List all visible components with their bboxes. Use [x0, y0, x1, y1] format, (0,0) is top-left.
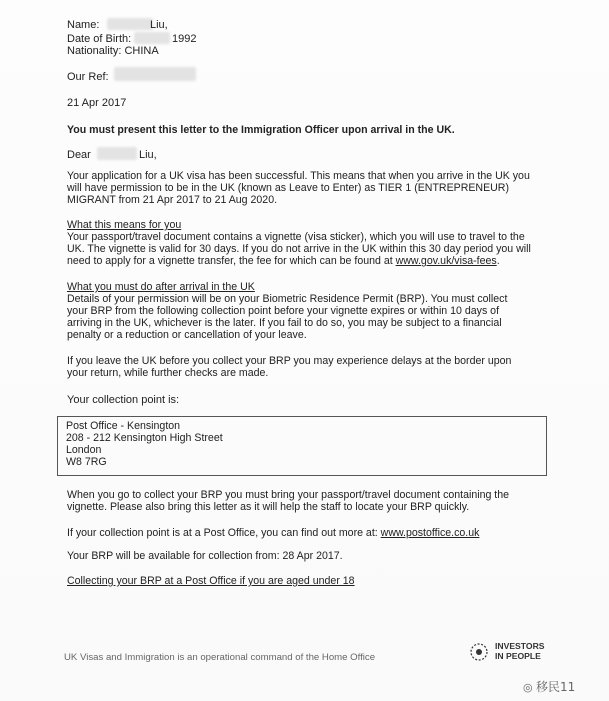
dob-label: Date of Birth:	[67, 33, 132, 45]
wechat-icon: ◎	[523, 682, 533, 694]
postoffice-link[interactable]: www.postoffice.co.uk	[380, 527, 480, 539]
section-line: Your passport/travel document contains a vignette (visa sticker), which you will use to travel to the	[67, 231, 525, 243]
leave-paragraph	[67, 355, 567, 379]
collection-label: Your collection point is:	[67, 394, 180, 406]
investors-in-people-logo	[466, 641, 492, 668]
bring-paragraph	[67, 489, 567, 513]
address-line: W8 7RG	[66, 456, 107, 468]
post-office-text: If your collection point is at a Post Office, you can find out more at:	[67, 527, 381, 539]
bring-line: vignette. Please also bring this letter as it will help the staff to locate your BRP quickly.	[67, 501, 470, 513]
intro-line: Your application for a UK visa has been successful. This means that when you arrive in the UK you	[67, 170, 530, 182]
address-line: 208 - 212 Kensington High Street	[66, 432, 223, 444]
intro-line: MIGRANT from 21 Apr 2017 to 21 Aug 2020.	[67, 194, 278, 206]
section-line: Details of your permission will be on your Biometric Residence Permit (BRP). You must collect	[67, 293, 508, 305]
visa-fees-link[interactable]: www.gov.uk/visa-fees	[395, 255, 497, 267]
section-what-this-means	[67, 219, 567, 267]
bring-line: When you go to collect your BRP you must bring your passport/travel document containing the	[67, 489, 510, 501]
redacted-greeting-name	[97, 147, 137, 160]
letter-date: 21 Apr 2017	[67, 97, 127, 109]
section-line: penalty or a reduction or cancellation of your leave.	[67, 329, 307, 341]
footer-text: UK Visas and Immigration is an operational command of the Home Office	[64, 652, 376, 663]
section-line: your BRP from the following collection point before your vignette expires or within 10 days of	[67, 305, 500, 317]
leave-line: If you leave the UK before you collect your BRP you may experience delays at the border upon	[67, 355, 512, 367]
intro-line: will have permission to be in the UK (known as Leave to Enter) as TIER 1 (ENTREPRENEUR)	[67, 182, 509, 194]
address-line: Post Office - Kensington	[66, 420, 181, 432]
watermark	[523, 678, 575, 695]
dob-value: 1992	[172, 33, 197, 45]
watermark-text: 移民11	[535, 680, 576, 694]
arrival-notice: You must present this letter to the Immigration Officer upon arrival in the UK.	[67, 124, 455, 136]
name-value: Liu,	[150, 19, 168, 31]
section-after-arrival	[67, 281, 567, 341]
brp-available: Your BRP will be available for collection from: 28 Apr 2017.	[67, 550, 343, 562]
greeting-name: Liu,	[139, 149, 157, 161]
logo-line: IN PEOPLE	[495, 651, 541, 661]
section-heading: What this means for you	[67, 219, 182, 231]
nationality: Nationality: CHINA	[67, 45, 159, 57]
period: .	[496, 255, 500, 267]
redacted-dob	[134, 32, 170, 44]
address-line: London	[66, 444, 102, 456]
investors-logo-icon	[466, 641, 492, 663]
collection-address	[66, 420, 566, 468]
section-line: UK. The vignette is valid for 30 days. If you do not arrive in the UK within this 30 day period you will	[67, 243, 531, 255]
section-heading: What you must do after arrival in the UK	[67, 281, 255, 293]
redacted-ref	[114, 67, 196, 81]
section-line: arriving in the UK, whichever is the later. If you fail to do so, you may be subject to a financial	[67, 317, 502, 329]
greeting-dear: Dear	[67, 149, 91, 161]
investors-logo-text	[495, 641, 545, 661]
logo-line: INVESTORS	[495, 641, 545, 651]
under-18-link[interactable]: Collecting your BRP at a Post Office if you are aged under 18	[67, 575, 355, 587]
redacted-name	[107, 18, 153, 30]
ref-label: Our Ref:	[67, 71, 109, 83]
leave-line: your return, while further checks are made.	[67, 367, 269, 379]
section-line	[67, 255, 567, 267]
vignette-transfer-text: need to apply for a vignette transfer, the fee for which can be found at	[67, 255, 396, 267]
name-label: Name:	[67, 19, 100, 31]
post-office-info	[67, 527, 479, 539]
intro-paragraph	[67, 170, 567, 206]
